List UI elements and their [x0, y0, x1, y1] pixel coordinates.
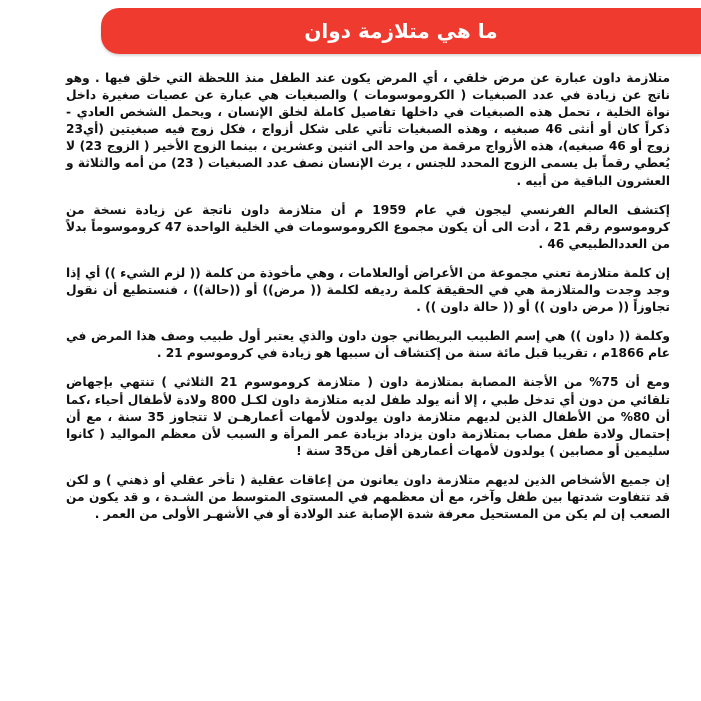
paragraph-discovery: إكتشف العالم الفرنسي ليجون في عام 1959 م أن متلازمة داون ناتجة عن زيادة نسخة من كروموسوم رقم 21 ، أدت الى أن يكون مجموع الكروموسومات في الخلية الواحدة 47 كروموسوماً بدلاً من العددالطبيعي 46 . — [66, 202, 671, 251]
paragraph-word-meaning: إن كلمة متلازمة تعني مجموعة من الأعراض أوالعلامات ، وهي مأخوذة من كلمة (( لزم الشيء )) أي إذا وجد وجدت والمتلازمة هي في الحقيقة كلمة رديفه لكلمة (( مرض)) أو ((حالة)) ، فنستطيع أن نقول تجاوزاً (( مرض داون )) أو (( حالة داون )) . — [66, 265, 670, 315]
title-banner — [101, 8, 701, 54]
paragraph-name-origin: وكلمة (( داون )) هي إسم الطبيب البريطاني جون داون والذي يعتبر أول طبيب وصف هذا المرض في عام 1866م ، تقريبا قبل مائة سنة من إكتشاف أن سببها هو زيادة في كروموسوم 21 . — [66, 329, 670, 361]
article-body — [66, 70, 670, 535]
paragraph-definition: متلازمة داون عبارة عن مرض خلقي ، أي المرض يكون عند الطفل منذ اللحظة التي خلق فيها . وهو ناتج عن زيادة في عدد الصبغيات ( الكروموسومات ) والصبغيات هي عبارة عن عصيات صغيرة داخل نواة الخلية ، تحمل هذه الصبغيات في داخلها تفاصيل كاملة لخلق الإنسان ، ويحمل الشخص العادي - ذكراً كان أو أنثى 46 صبغيه ، وهذه الصبغيات تأتي على شكل أزواج ، فكل زوج فيه صبغيتين (أي23 زوج أو 46 صبغيه)، هذه الأزواج مرقمة من واحد الى اثنين وعشرين ، بينما الزوج الأخير ( الزوج 23) لا يُعطي رقماً بل يسمى الزوج المحدد للجنس ، يرث الإنسان نصف عدد الصبغيات ( 23) من أمه والثلاثة و العشرون الباقية من أبيه . — [66, 71, 670, 188]
paragraph-statistics: ومع أن 75% من الأجنة المصابة بمتلازمة داون ( متلازمة كروموسوم 21 الثلاثي ) تنتهي بإجهاض تلقائي من دون أي تدخل طبي ، إلا أنه يولد طفل لديه متلازمة داون لكـل 800 ولادة لأطفال أحياء ،كما أن 80% من الأطفال الذين لديهم متلازمة داون يولدون لأمهات أعمارهـن لا تتجاوز 35 سنة ، مع أن إحتمال ولادة طفل مصاب بمتلازمة داون يزداد بزيادة عمر المرأة و السبب لأن معظم المواليد ( كانوا سليمين أو مصابين ) يولدون لأمهات أعمارهن أقل من35 سنة ! — [66, 375, 671, 458]
page-title: ما هي متلازمة دوان — [304, 19, 498, 43]
paragraph-disability: إن جميع الأشخاص الذين لديهم متلازمة داون يعانون من إعاقات عقلية ( تأخر عقلي أو ذهني ) و لكن قد تتفاوت شدتها بين طفل وآخر، مع أن معظمهم في المستوى المتوسط من الشـدة ، و قد يكون من الصعب إن لم يكن من المستحيل معرفة شدة الإصابة عند الولادة أو في الأشهـر الأولى من العمر . — [66, 472, 670, 522]
